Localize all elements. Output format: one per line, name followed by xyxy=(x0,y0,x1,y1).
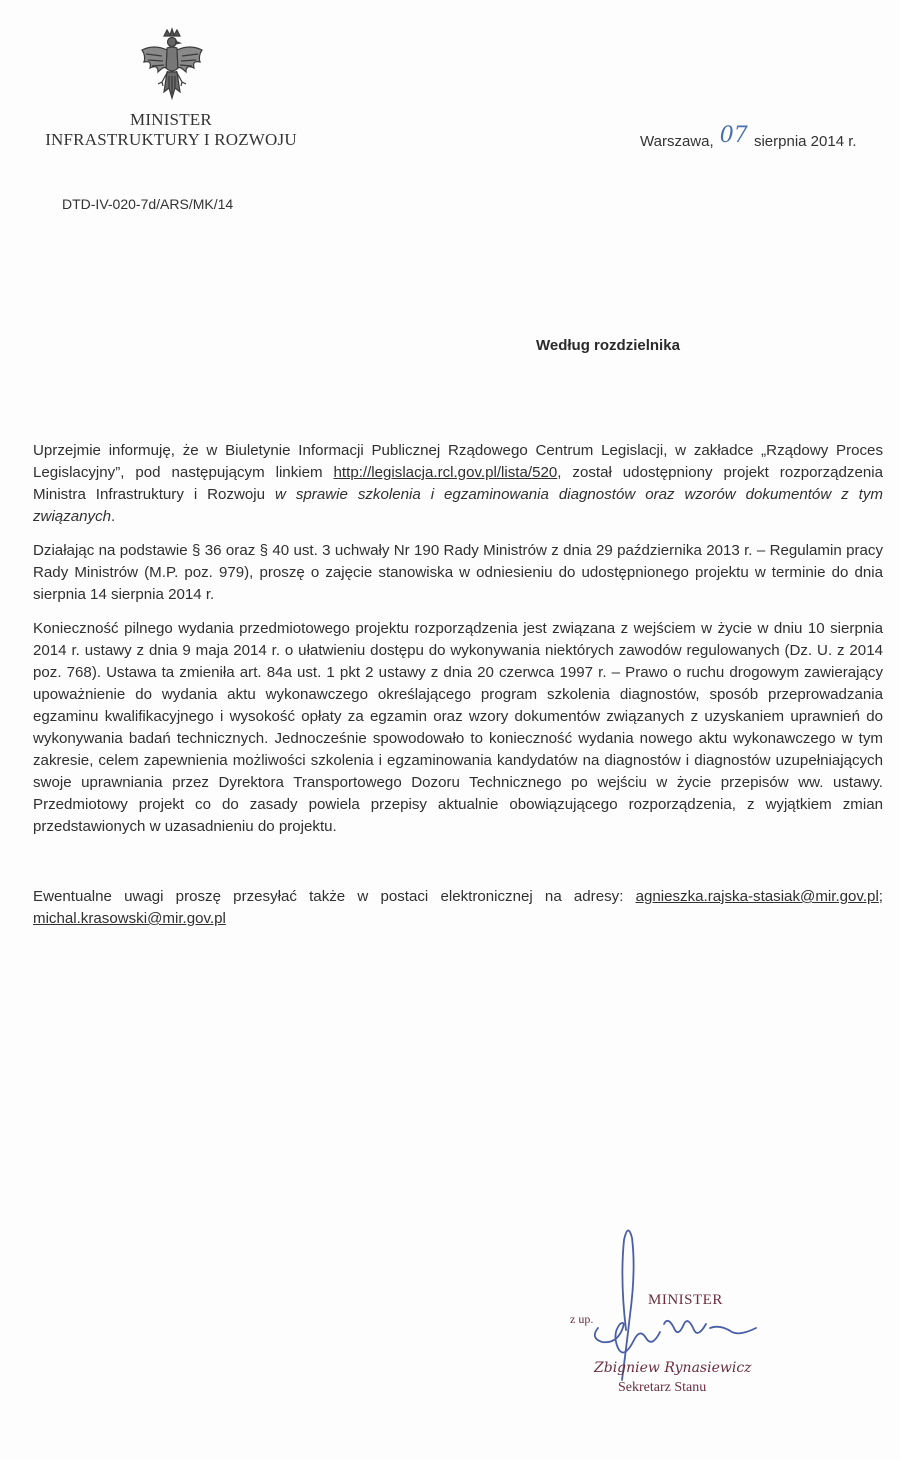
paragraph-3: Konieczność pilnego wydania przedmiotowego projektu rozporządzenia jest związana z wejściem w życie w dniu 10 sierpnia 2014 r. ustawy z dnia 9 maja 2014 r. o ułatwieniu dostępu do wykonywania niektórych zawodów regulowanych (Dz. U. z 2014 poz. 768). Ustawa ta zmieniła art. 84a ust. 1 pkt 2 ustawy z dnia 20 czerwca 1997 r. – Prawo o ruchu drogowym zawierający upoważnienie do wydania aktu wykonawczego określającego program szkolenia diagnostów, sposób przeprowadzania egzaminu kwalifikacyjnego i wysokość opłaty za egzamin oraz wzory dokumentów związanych z uzyskaniem uprawnień do wykonywania badań technicznych. Jednocześnie spowodowało to konieczność wydania nowego aktu wykonawczego w tym zakresie, celem zapewnienia możliwości szkolenia i egzaminowania kandydatów na diagnostów i diagnostów uzupełniających swoje uprawniania przez Dyrektora Transportowego Dozoru Technicznego po wejściu w życie przepisów ww. ustawy. Przedmiotowy projekt co do zasady powiela przepisy aktualnie obowiązującego rozporządzenia, z wyjątkiem zmian przedstawionych w uzasadnieniu do projektu. xyxy=(33,620,883,835)
letter-body xyxy=(33,440,883,942)
eagle-emblem-icon xyxy=(136,26,208,104)
paragraph-1-text: Uprzejmie informuję, że w Biuletynie Informacji Publicznej Rządowego Centrum Legislacji, w zakładce „Rządowy Proces Legislacyjny”, pod następującym linkiem xyxy=(33,442,883,481)
place: Warszawa, xyxy=(640,133,714,150)
paragraph-2: Działając na podstawie § 36 oraz § 40 ust. 3 uchwały Nr 190 Rady Ministrów z dnia 29 października 2013 r. – Regulamin pracy Rady Ministrów (M.P. poz. 979), proszę o zajęcie stanowiska w odniesieniu do udostępnionego projektu w terminie do dnia sierpnia 14 sierpnia 2014 r. xyxy=(33,542,883,603)
email-separator: ; xyxy=(878,888,883,905)
legislation-link[interactable]: http://legislacja.rcl.gov.pl/lista/520 xyxy=(333,464,558,481)
regulation-title: w sprawie szkolenia i egzaminowania diagnostów oraz wzorów dokumentów z tym związanych xyxy=(33,486,883,525)
issuer-line-2: INFRASTRUKTURY I ROZWOJU xyxy=(45,130,297,149)
paragraph-4-text: Ewentualne uwagi proszę przesyłać także w postaci elektronicznej na adresy: xyxy=(33,888,636,905)
paragraph-4 xyxy=(33,886,883,930)
date-rest: sierpnia 2014 r. xyxy=(753,133,857,150)
paragraph-1-end: . xyxy=(111,508,116,525)
place-date xyxy=(640,123,900,152)
stamp-title: MINISTER xyxy=(648,1292,723,1308)
paragraph-1-text-cont: , został udostępniony projekt rozporządzenia Ministra Infrastruktury i Rozwoju xyxy=(33,464,883,503)
issuer-block xyxy=(16,110,326,150)
stamp-on-behalf: z up. xyxy=(570,1312,594,1326)
paragraph-1 xyxy=(33,440,883,528)
handwritten-day: 07 xyxy=(719,123,748,148)
signature-area xyxy=(560,1220,860,1420)
reference-number: DTD-IV-020-7d/ARS/MK/14 xyxy=(62,196,234,212)
recipient-line: Według rozdzielnika xyxy=(536,337,680,354)
issuer-line-1: MINISTER xyxy=(130,110,212,129)
signatory-role: Sekretarz Stanu xyxy=(618,1380,707,1395)
handwritten-signature-icon xyxy=(560,1220,860,1420)
signatory-name: Zbigniew Rynasiewicz xyxy=(594,1360,752,1376)
email-link-2[interactable]: michal.krasowski@mir.gov.pl xyxy=(33,910,226,927)
email-link-1[interactable]: agnieszka.rajska-stasiak@mir.gov.pl xyxy=(635,888,879,905)
